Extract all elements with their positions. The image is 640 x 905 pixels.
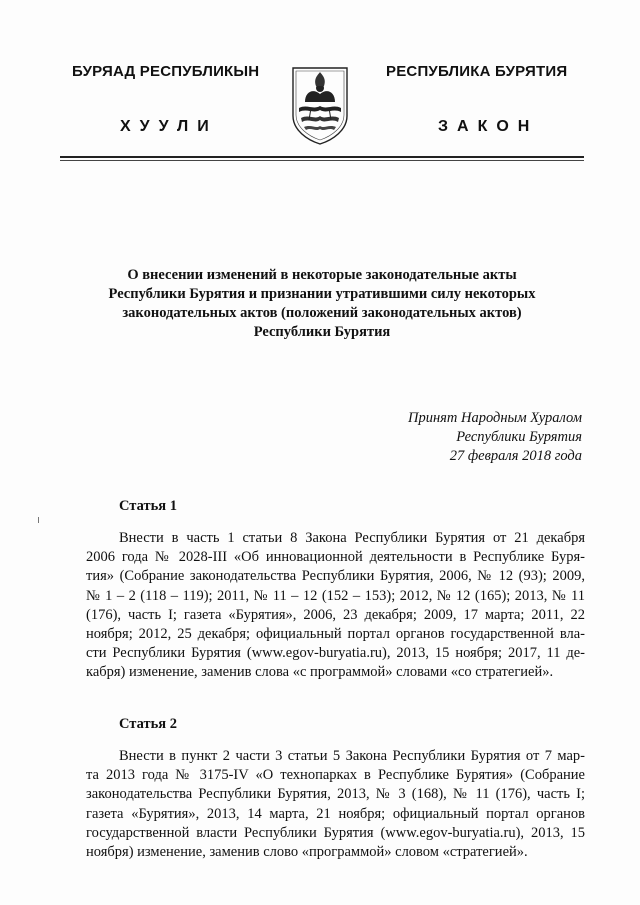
article-line: кабря) изменение, заменив слова «с программой» словами «со стратегией».	[86, 664, 554, 681]
article-line: газета «Бурятия», 2013, 14 марта, 21 ноября; официальный портал органов	[86, 805, 585, 822]
article-2-text	[86, 747, 585, 862]
article-line: № 1 – 2 (118 – 119); 2011, № 11 – 12 (152 – 153); 2012, № 12 (165); 2013, № 11	[86, 587, 585, 604]
article-line: Внести в пункт 2 части 3 статьи 5 Закона Республики Бурятия от 7 мар-	[119, 748, 585, 764]
article-line: государственной власти Республики Бурятия (www.egov-buryatia.ru), 2013, 15	[86, 824, 585, 841]
article-line: ноября; 2012, 25 декабря; официальный портал органов государственной вла-	[86, 626, 585, 643]
adoption-date: 27 февраля 2018 года	[449, 448, 582, 464]
law-title-line: Республики Бурятия	[253, 324, 391, 340]
law-title	[60, 266, 584, 342]
article-line: 2006 года № 2028-III «Об инновационной деятельности в Республике Буря-	[86, 549, 585, 566]
article-1-text	[86, 529, 585, 683]
law-title-line: О внесении изменений в некоторые законодательные акты	[127, 267, 517, 283]
law-title-line: законодательных актов (положений законодательных актов)	[122, 305, 522, 321]
article-1-heading: Статья 1	[119, 498, 177, 514]
adoption-line: Республики Бурятия	[456, 429, 582, 445]
article-2-heading: Статья 2	[119, 716, 177, 732]
article-line: (176), часть I; газета «Бурятия», 2006, 23 декабря; 2009, 17 марта; 2011, 22	[86, 606, 585, 623]
law-title-line: Республики Бурятия и признании утратившими силу некоторых	[108, 286, 536, 302]
article-line: Внести в часть 1 статьи 8 Закона Республики Бурятия от 21 декабря	[119, 530, 585, 546]
article-line: тия» (Собрание законодательства Республики Бурятия, 2006, № 12 (93); 2009,	[86, 568, 585, 585]
article-line: та 2013 года № 3175-IV «О технопарках в Республике Бурятия» (Собрание	[86, 767, 585, 784]
header-divider-thick	[60, 156, 584, 158]
adoption-note	[408, 409, 582, 466]
header-right-title: РЕСПУБЛИКА БУРЯТИЯ	[386, 63, 568, 80]
header-divider-thin	[60, 160, 584, 161]
header-right-doc-type: ЗАКОН	[438, 118, 539, 135]
article-line: сти Республики Бурятия (www.egov-buryatia.ru), 2013, 15 ноября; 2017, 11 де-	[86, 645, 585, 662]
margin-mark	[38, 517, 39, 523]
article-line: законодательства Республики Бурятия, 2013, № 3 (168), № 11 (176), часть I;	[86, 786, 585, 803]
adoption-line: Принят Народным Хуралом	[407, 410, 582, 426]
article-line: ноября) изменение, заменив слово «программой» словом «стратегией».	[86, 844, 528, 861]
header-left-doc-type: ХУУЛИ	[120, 118, 218, 135]
header-left-title: БУРЯАД РЕСПУБЛИКЫН	[72, 63, 260, 80]
buryatia-coat-of-arms-icon	[289, 64, 351, 146]
